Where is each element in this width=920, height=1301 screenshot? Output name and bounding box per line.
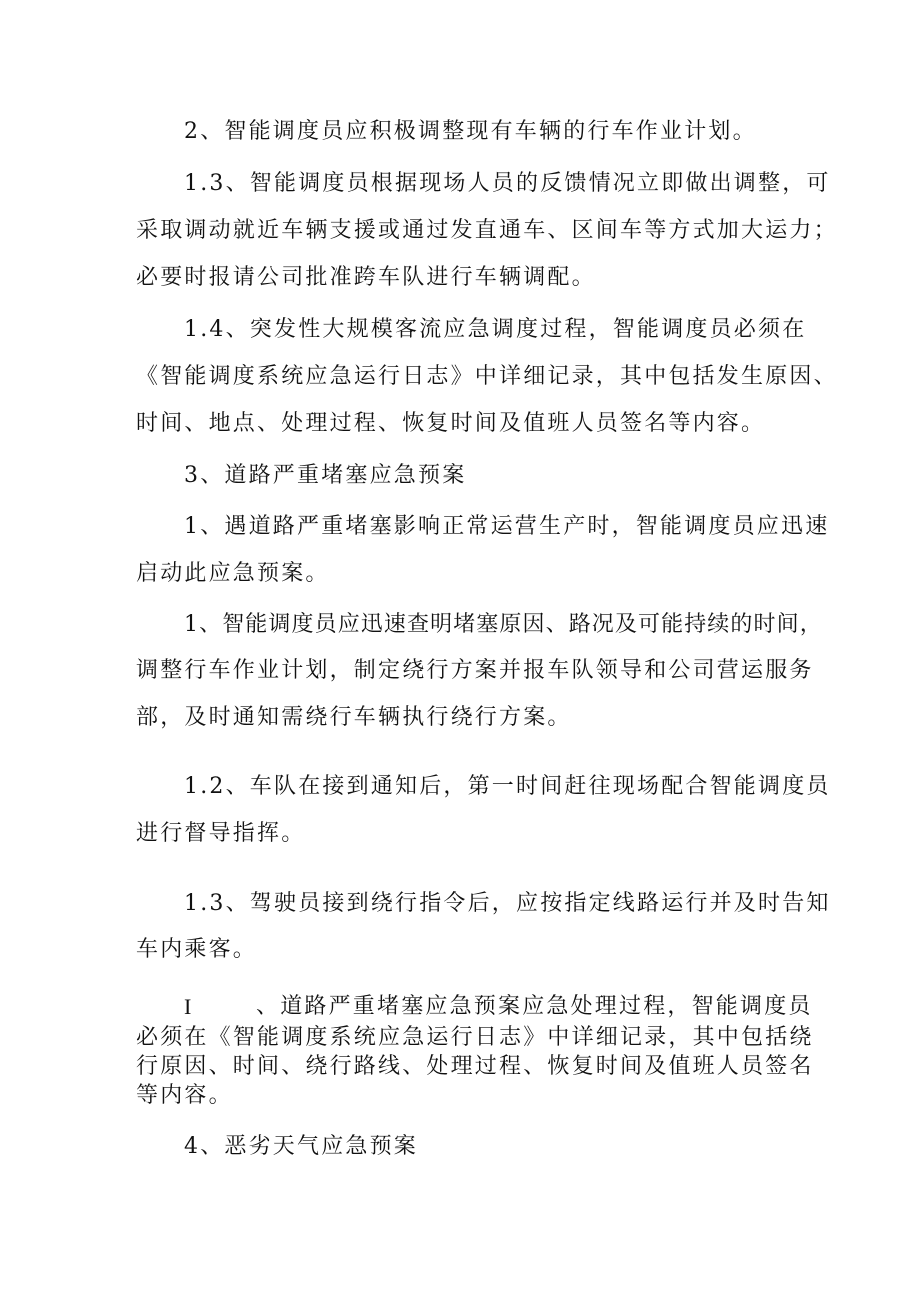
paragraph-line: 部，及时通知需绕行车辆执行绕行方案。: [136, 705, 572, 730]
paragraph-line: 1.4、突发性大规模客流应急调度过程，智能调度员必须在: [184, 317, 807, 342]
paragraph-line: 1.3、驾驶员接到绕行指令后，应按指定线路运行并及时告知: [184, 891, 831, 916]
paragraph-line: 行原因、时间、绕行路线、处理过程、恢复时间及值班人员签名: [136, 1054, 814, 1079]
paragraph-line: 2、智能调度员应积极调整现有车辆的行车作业计划。: [184, 119, 757, 144]
paragraph-line: 时间、地点、处理过程、恢复时间及值班人员签名等内容。: [136, 411, 766, 436]
paragraph-line: 调整行车作业计划，制定绕行方案并报车队领导和公司营运服务: [136, 658, 814, 683]
section-heading: 4、恶劣天气应急预案: [184, 1134, 418, 1159]
paragraph-line: 等内容。: [136, 1083, 233, 1108]
paragraph-line: 1、遇道路严重堵塞影响正常运营生产时，智能调度员应迅速: [184, 514, 830, 539]
paragraph-line: 、道路严重堵塞应急预案应急处理过程，智能调度员: [256, 994, 813, 1019]
section-heading: 3、道路严重堵塞应急预案: [184, 463, 467, 488]
paragraph-line: 1.3、智能调度员根据现场人员的反馈情况立即做出调整，可: [184, 171, 831, 196]
paragraph-line: 《智能调度系统应急运行日志》中详细记录，其中包括发生原因、: [136, 364, 838, 389]
paragraph-line: 采取调动就近车辆支援或通过发直通车、区间车等方式加大运力；: [136, 218, 838, 243]
paragraph-line: 必要时报请公司批准跨车队进行车辆调配。: [136, 265, 596, 290]
paragraph-line: 1.2、车队在接到通知后，第一时间赶往现场配合智能调度员: [184, 774, 831, 799]
paragraph-line: 1、智能调度员应迅速查明堵塞原因、路况及可能持续的时间，: [184, 612, 823, 637]
paragraph-line: 必须在《智能调度系统应急运行日志》中详细记录，其中包括绕: [136, 1025, 814, 1050]
paragraph-line: 启动此应急预案。: [136, 561, 330, 586]
list-marker: I: [184, 994, 192, 1019]
paragraph-line: 车内乘客。: [136, 937, 258, 962]
paragraph-line: 进行督导指挥。: [136, 821, 306, 846]
